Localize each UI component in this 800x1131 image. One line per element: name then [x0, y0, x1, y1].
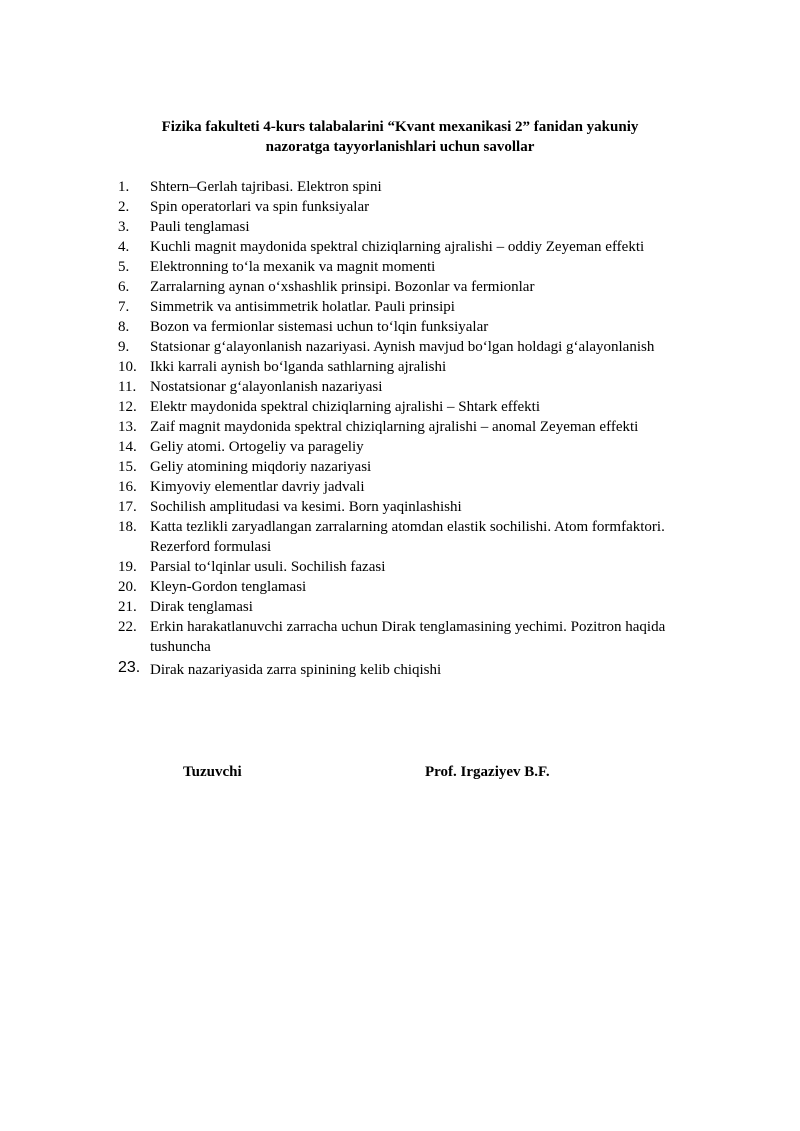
question-text: Kimyoviy elementlar davriy jadvali: [150, 479, 365, 495]
question-number: 12.: [118, 399, 137, 415]
question-text: Zaif magnit maydonida spektral chiziqlarning ajralishi – anomal Zeyeman effekti: [150, 419, 639, 435]
question-item: [118, 517, 688, 557]
question-text: Elektronning to‘la mexanik va magnit momenti: [150, 259, 436, 275]
question-item: [118, 597, 688, 617]
question-number: 9.: [118, 339, 130, 355]
question-text: Geliy atomining miqdoriy nazariyasi: [150, 459, 372, 475]
question-item: [118, 557, 688, 577]
question-text: Parsial to‘lqinlar usuli. Sochilish fazasi: [150, 559, 386, 575]
question-number: 7.: [118, 299, 130, 315]
question-number: 22.: [118, 619, 137, 635]
question-number: 18.: [118, 519, 137, 535]
question-item: [118, 277, 688, 297]
question-number: 1.: [118, 179, 130, 195]
question-item: [118, 577, 688, 597]
question-number: 10.: [118, 359, 137, 375]
question-item: [118, 477, 688, 497]
signature-name: Prof. Irgaziyev B.F.: [425, 764, 550, 780]
question-number: 3.: [118, 219, 130, 235]
question-item: [118, 257, 688, 277]
question-text: Dirak tenglamasi: [150, 599, 253, 615]
signature-role: Tuzuvchi: [183, 764, 242, 780]
question-text: Simmetrik va antisimmetrik holatlar. Pauli prinsipi: [150, 299, 455, 315]
question-number: 15.: [118, 459, 137, 475]
question-number: 8.: [118, 319, 130, 335]
question-text: Geliy atomi. Ortogeliy va parageliy: [150, 439, 364, 455]
question-text: Sochilish amplitudasi va kesimi. Born yaqinlashishi: [150, 499, 462, 515]
question-number: 6.: [118, 279, 130, 295]
question-text: Ikki karrali aynish bo‘lganda sathlarning ajralishi: [150, 359, 447, 375]
question-text: Shtern–Gerlah tajribasi. Elektron spini: [150, 179, 382, 195]
question-text: Katta tezlikli zaryadlangan zarralarning atomdan elastik sochilishi. Atom formfaktori. Rezerford formulasi: [150, 519, 665, 555]
question-number: 21.: [118, 599, 137, 615]
question-item: [118, 497, 688, 517]
questions-list: [118, 177, 688, 681]
question-item: [118, 177, 688, 197]
question-text: Kleyn-Gordon tenglamasi: [150, 579, 307, 595]
question-item: [118, 197, 688, 217]
question-item: [118, 297, 688, 317]
question-text: Spin operatorlari va spin funksiyalar: [150, 199, 370, 215]
question-item: [118, 437, 688, 457]
question-item: [118, 617, 688, 657]
question-item: [118, 457, 688, 477]
question-text: Kuchli magnit maydonida spektral chiziqlarning ajralishi – oddiy Zeyeman effekti: [150, 239, 645, 255]
question-item: [118, 417, 688, 437]
question-number: 4.: [118, 239, 130, 255]
question-number: 5.: [118, 259, 130, 275]
question-item: [118, 357, 688, 377]
question-text: Elektr maydonida spektral chiziqlarning ajralishi – Shtark effekti: [150, 399, 541, 415]
question-number: 13.: [118, 419, 137, 435]
question-item: [118, 237, 688, 257]
question-text: Zarralarning aynan o‘xshashlik prinsipi. Bozonlar va fermionlar: [150, 279, 535, 295]
question-text: Pauli tenglamasi: [150, 219, 250, 235]
question-number: 17.: [118, 499, 137, 515]
question-text: Bozon va fermionlar sistemasi uchun to‘lqin funksiyalar: [150, 319, 489, 335]
question-item: [118, 377, 688, 397]
question-item: [118, 397, 688, 417]
question-text: Erkin harakatlanuvchi zarracha uchun Dirak tenglamasining yechimi. Pozitron haqida tushuncha: [150, 619, 666, 655]
question-text: Statsionar g‘alayonlanish nazariyasi. Aynish mavjud bo‘lgan holdagi g‘alayonlanish: [150, 339, 655, 355]
question-number: 14.: [118, 439, 137, 455]
question-number: 16.: [118, 479, 137, 495]
title-line-1: Fizika fakulteti 4-kurs talabalarini “Kvant mexanikasi 2” fanidan yakuniy: [161, 119, 639, 135]
question-number: 23.: [118, 659, 141, 676]
question-item: [118, 657, 688, 681]
question-text: Nostatsionar g‘alayonlanish nazariyasi: [150, 379, 383, 395]
question-item: [118, 217, 688, 237]
question-number: 2.: [118, 199, 130, 215]
question-item: [118, 337, 688, 357]
question-item: [118, 317, 688, 337]
question-number: 11.: [118, 379, 137, 395]
document-title: [100, 117, 700, 157]
question-number: 19.: [118, 559, 137, 575]
question-number: 20.: [118, 579, 137, 595]
title-line-2: nazoratga tayyorlanishlari uchun savollar: [265, 139, 535, 155]
question-text: Dirak nazariyasida zarra spinining kelib chiqishi: [150, 662, 442, 678]
